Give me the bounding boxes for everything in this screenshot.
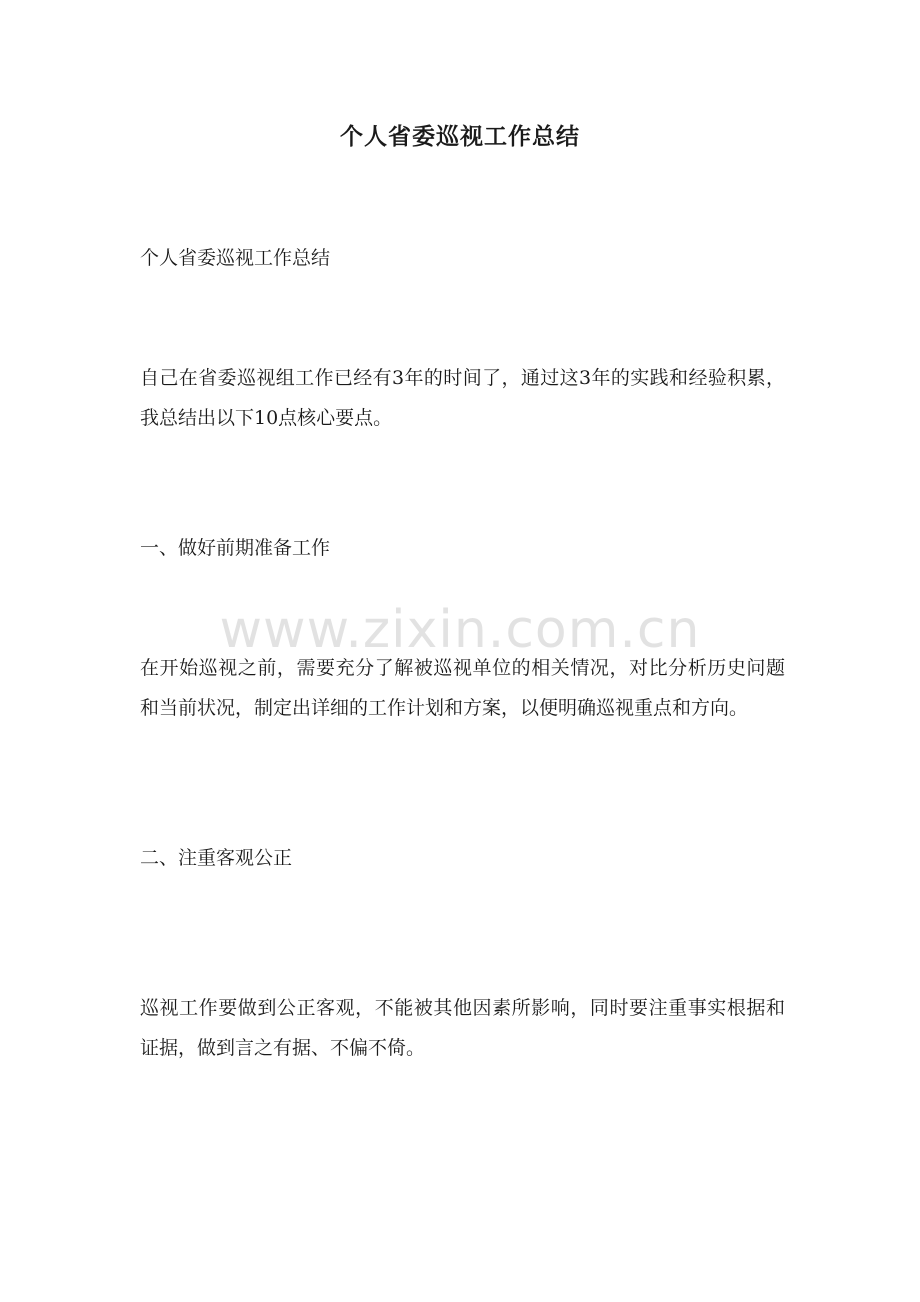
document-title: 个人省委巡视工作总结 — [340, 123, 580, 150]
section-heading-1: 一、做好前期准备工作 — [140, 537, 331, 559]
intro-paragraph: 自己在省委巡视组工作已经有3年的时间了，通过这3年的实践和经验积累，我总结出以下10点核心要点。 — [140, 367, 785, 429]
section-body-1: 在开始巡视之前，需要充分了解被巡视单位的相关情况，对比分析历史问题和当前状况，制定出详细的工作计划和方案，以便明确巡视重点和方向。 — [140, 657, 785, 719]
section-heading-2: 二、注重客观公正 — [140, 847, 293, 869]
watermark: www.zixin.com.cn — [219, 600, 701, 660]
document-subtitle: 个人省委巡视工作总结 — [140, 247, 331, 269]
section-body-2: 巡视工作要做到公正客观，不能被其他因素所影响，同时要注重事实根据和证据，做到言之有据、不偏不倚。 — [140, 997, 785, 1059]
